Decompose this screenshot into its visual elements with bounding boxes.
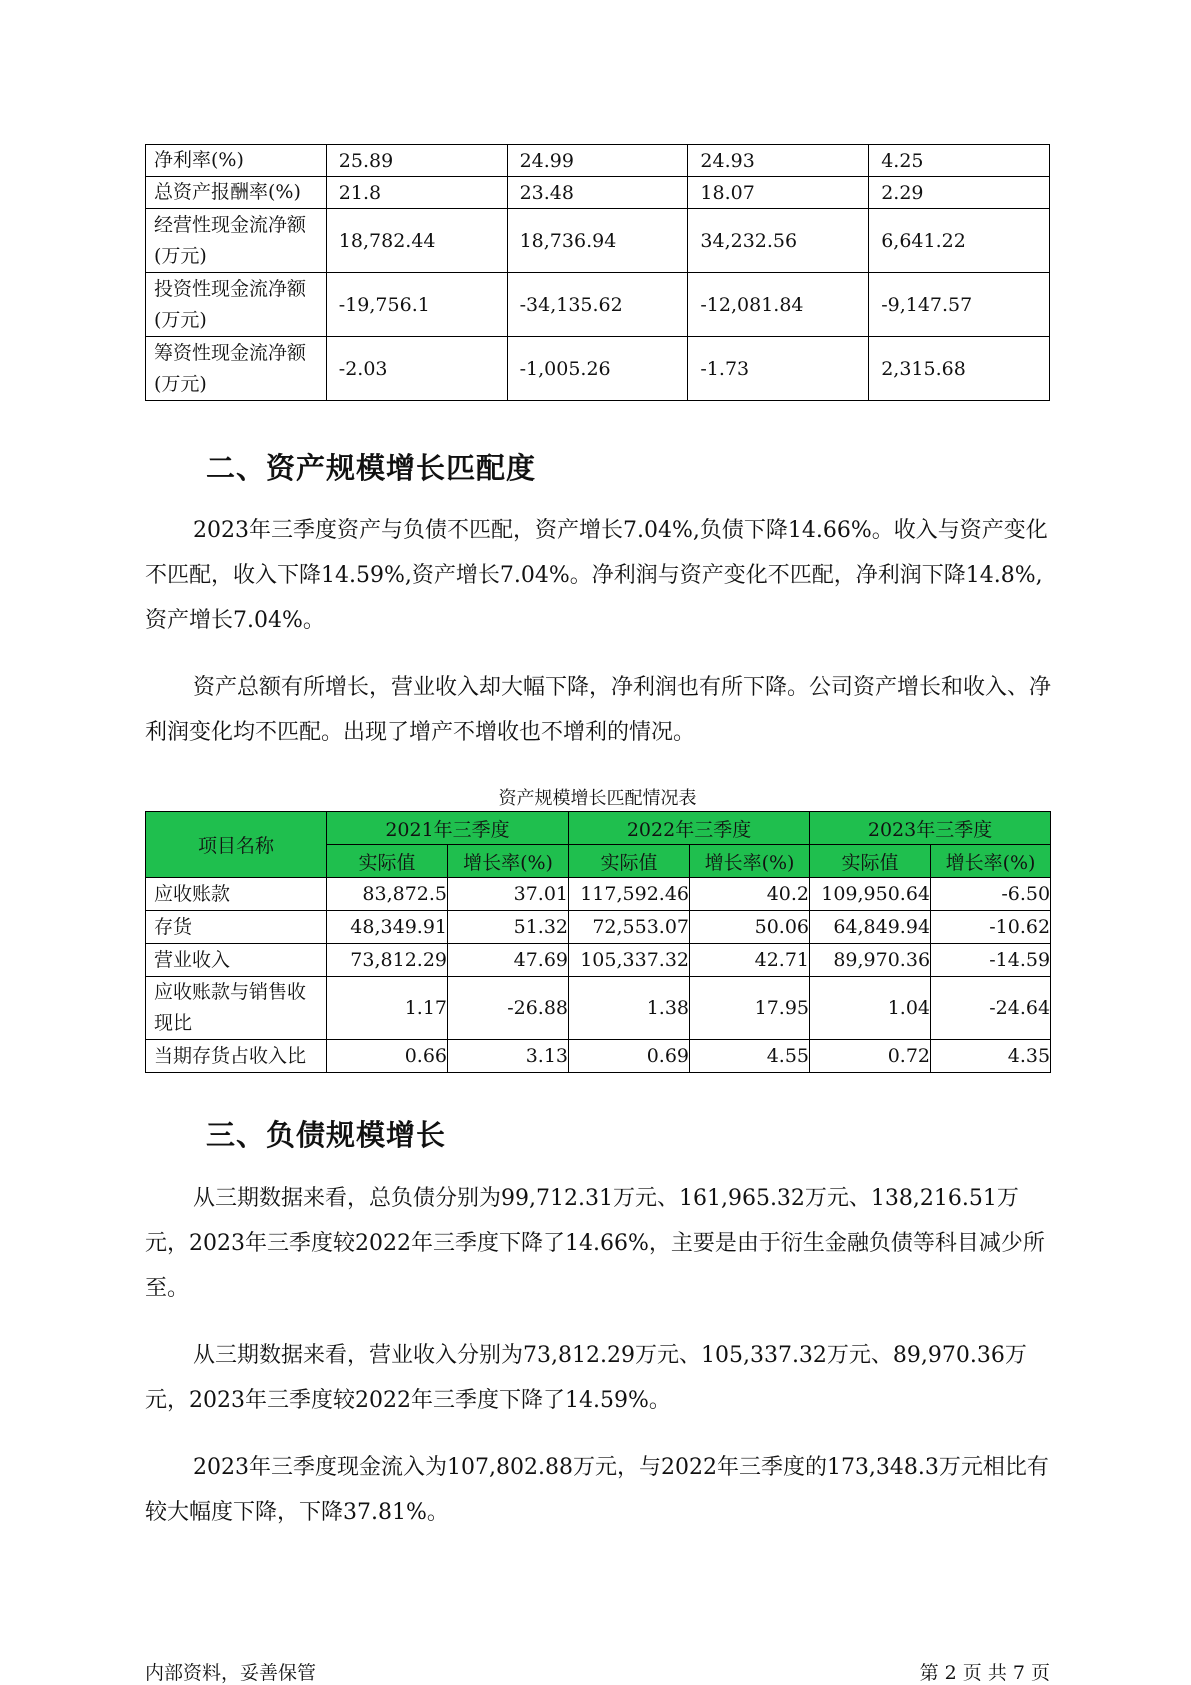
column-header: 增长率(%) [690,845,810,878]
cell-value: 37.01 [448,878,569,911]
cell-value: 6,641.22 [869,209,1050,273]
table-caption: 资产规模增长匹配情况表 [498,788,697,809]
cell-value: 83,872.5 [327,878,448,911]
table-row [146,911,1051,944]
table-row [146,944,1051,977]
cell-value: 109,950.64 [810,878,931,911]
table-row [146,273,1050,337]
column-header: 实际值 [327,845,448,878]
cell-value: 4.35 [931,1040,1051,1073]
column-header: 实际值 [810,845,931,878]
cell-value: 25.89 [326,145,507,177]
cell-value: -9,147.57 [869,273,1050,337]
footer-confidential-note: 内部资料，妥善保管 [145,1662,317,1684]
table-row [146,1040,1051,1073]
row-label: 存货 [146,911,327,944]
table-row [146,145,1050,177]
row-label: 总资产报酬率(%) [146,177,327,209]
cell-value: -26.88 [448,977,569,1040]
cell-value: 47.69 [448,944,569,977]
cell-value: 89,970.36 [810,944,931,977]
cell-value: 73,812.29 [327,944,448,977]
cell-value: -19,756.1 [326,273,507,337]
paragraph: 从三期数据来看，营业收入分别为73,812.29万元、105,337.32万元、89,970.36万元，2023年三季度较2022年三季度下降了14.59%。 [145,1343,1027,1413]
paragraph: 资产总额有所增长，营业收入却大幅下降，净利润也有所下降。公司资产增长和收入、净利润变化均不匹配。出现了增产不增收也不增利的情况。 [145,675,1052,745]
row-label: 筹资性现金流净额(万元) [146,337,327,401]
cell-value: 1.17 [327,977,448,1040]
cell-value: 50.06 [690,911,810,944]
column-header: 增长率(%) [448,845,569,878]
table-row [146,209,1050,273]
paragraph: 2023年三季度资产与负债不匹配，资产增长7.04%,负债下降14.66%。收入与资产变化不匹配，收入下降14.59%,资产增长7.04%。净利润与资产变化不匹配，净利润下降14.8%,资产增长7.04%。 [145,518,1048,633]
cell-value: 18.07 [688,177,869,209]
table-header-row [146,812,1051,845]
cell-value: 18,736.94 [507,209,688,273]
column-header: 项目名称 [146,812,327,878]
cell-value: 21.8 [326,177,507,209]
cell-value: -10.62 [931,911,1051,944]
row-label: 当期存货占收入比 [146,1040,327,1073]
asset-growth-match-table [145,811,1051,1073]
cell-value: 51.32 [448,911,569,944]
cell-value: 0.72 [810,1040,931,1073]
cell-value: 24.93 [688,145,869,177]
cell-value: 48,349.91 [327,911,448,944]
row-label: 应收账款与销售收现比 [146,977,327,1040]
cell-value: 24.99 [507,145,688,177]
cell-value: 23.48 [507,177,688,209]
cell-value: 1.38 [569,977,690,1040]
cell-value: 3.13 [448,1040,569,1073]
cell-value: 0.66 [327,1040,448,1073]
table-row [146,878,1051,911]
cell-value: 42.71 [690,944,810,977]
table-row [146,177,1050,209]
financial-ratio-table [145,144,1050,401]
column-header: 实际值 [569,845,690,878]
cell-value: 4.55 [690,1040,810,1073]
cell-value: 18,782.44 [326,209,507,273]
cell-value: -34,135.62 [507,273,688,337]
row-label: 净利率(%) [146,145,327,177]
cell-value: -12,081.84 [688,273,869,337]
cell-value: 34,232.56 [688,209,869,273]
section-heading: 三、负债规模增长 [206,1118,447,1152]
column-header: 增长率(%) [931,845,1051,878]
cell-value: 40.2 [690,878,810,911]
cell-value: 72,553.07 [569,911,690,944]
cell-value: 117,592.46 [569,878,690,911]
cell-value: 2.29 [869,177,1050,209]
paragraph: 从三期数据来看，总负债分别为99,712.31万元、161,965.32万元、138,216.51万元，2023年三季度较2022年三季度下降了14.66%，主要是由于衍生金融负债等科目减少所至。 [145,1186,1045,1301]
cell-value: -24.64 [931,977,1051,1040]
cell-value: 1.04 [810,977,931,1040]
row-label: 应收账款 [146,878,327,911]
cell-value: 4.25 [869,145,1050,177]
row-label: 营业收入 [146,944,327,977]
cell-value: -1,005.26 [507,337,688,401]
cell-value: 17.95 [690,977,810,1040]
row-label: 经营性现金流净额(万元) [146,209,327,273]
column-header: 2021年三季度 [327,812,569,845]
cell-value: -6.50 [931,878,1051,911]
row-label: 投资性现金流净额(万元) [146,273,327,337]
cell-value: 105,337.32 [569,944,690,977]
footer-page-number: 第 2 页 共 7 页 [919,1662,1050,1684]
cell-value: -1.73 [688,337,869,401]
paragraph: 2023年三季度现金流入为107,802.88万元，与2022年三季度的173,348.3万元相比有较大幅度下降，下降37.81%。 [145,1455,1049,1525]
cell-value: 0.69 [569,1040,690,1073]
table-row [146,977,1051,1040]
cell-value: -2.03 [326,337,507,401]
column-header: 2023年三季度 [810,812,1051,845]
cell-value: 64,849.94 [810,911,931,944]
column-header: 2022年三季度 [569,812,810,845]
cell-value: 2,315.68 [869,337,1050,401]
section-heading: 二、资产规模增长匹配度 [206,451,537,485]
cell-value: -14.59 [931,944,1051,977]
table-row [146,337,1050,401]
